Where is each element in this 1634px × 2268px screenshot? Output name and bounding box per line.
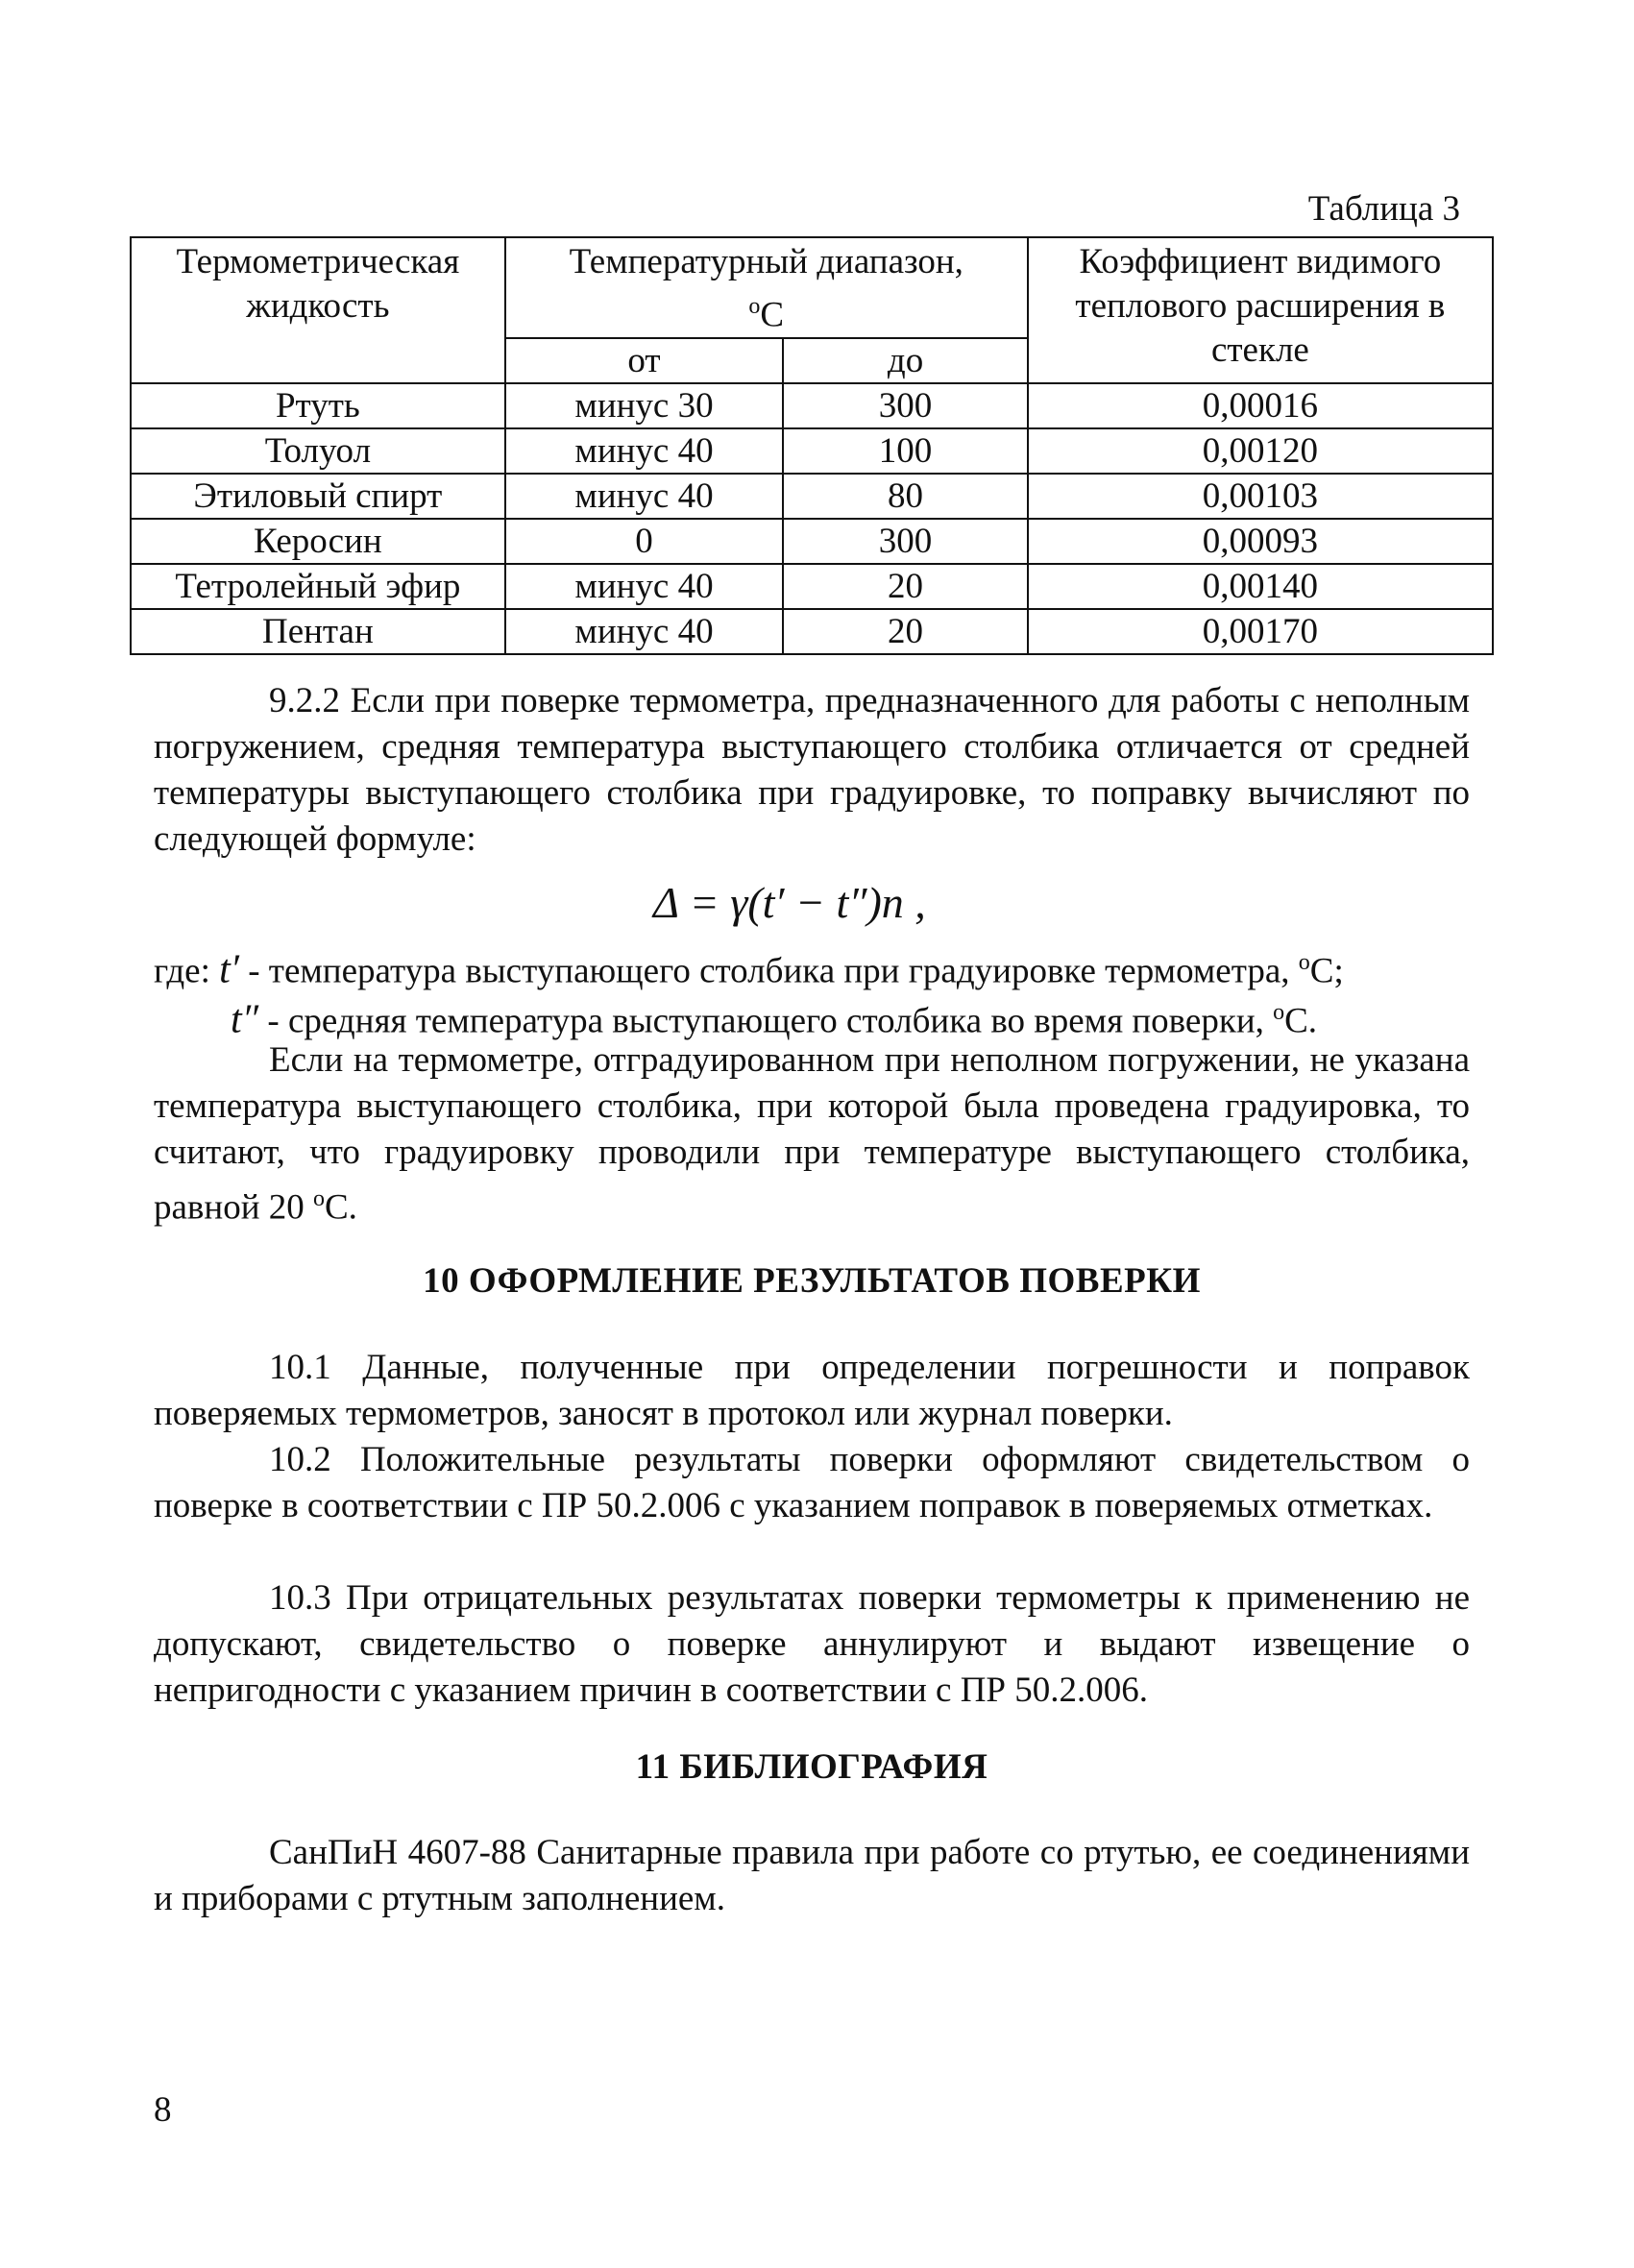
cell-to: 20 <box>783 609 1028 654</box>
cell-liquid: Керосин <box>131 519 505 564</box>
table-row <box>131 519 1493 564</box>
cell-coef: 0,00140 <box>1028 564 1493 609</box>
cell-from: 0 <box>505 519 784 564</box>
cell-coef: 0,00103 <box>1028 474 1493 519</box>
paragraph-9-2-2: 9.2.2 Если при поверке термометра, предназначенного для работы с неполным погружением, средняя температура выступающего столбика отличается от средней температуры выступающего столбика при градуировке, то поправку вычисляют по следующей формуле: <box>154 681 1470 859</box>
cell-coef: 0,00170 <box>1028 609 1493 654</box>
note-end: С. <box>325 1187 357 1228</box>
correction-formula: Δ = γ(t′ − t″)n , <box>653 878 926 927</box>
cell-from: минус 40 <box>505 564 784 609</box>
heading-section-11: 11 БИБЛИОГРАФИЯ <box>635 1747 988 1787</box>
cell-to: 300 <box>783 383 1028 428</box>
table-row <box>131 564 1493 609</box>
degree-sign: о <box>1298 950 1310 975</box>
header-coefficient: Коэффициент видимого теплового расширения в стекле <box>1028 237 1493 383</box>
where-line-1 <box>154 939 1344 994</box>
cell-liquid: Ртуть <box>131 383 505 428</box>
cell-from: минус 40 <box>505 428 784 474</box>
heading-section-10: 10 ОФОРМЛЕНИЕ РЕЗУЛЬТАТОВ ПОВЕРКИ <box>423 1261 1201 1301</box>
cell-to: 300 <box>783 519 1028 564</box>
variable-t-double-prime: t″ <box>231 997 259 1042</box>
degree-sign: о <box>748 294 761 319</box>
header-temp-range <box>505 237 1028 338</box>
paragraph-10-2: 10.2 Положительные результаты поверки оформляют свидетельством о поверке в соответствии с ПР 50.2.006 с указанием поправок в поверяемых отметках. <box>154 1440 1470 1525</box>
cell-to: 20 <box>783 564 1028 609</box>
thermometric-liquids-table <box>130 236 1494 655</box>
cell-liquid: Пентан <box>131 609 505 654</box>
cell-from: минус 40 <box>505 474 784 519</box>
cell-liquid: Тетролейный эфир <box>131 564 505 609</box>
where-line-2 <box>231 989 1317 1044</box>
paragraph-10-3: 10.3 При отрицательных результатах поверки термометры к применению не допускают, свидетельство о поверке аннулируют и выдают извещение о непригодности с указанием причин в соответствии с ПР 50.2.006. <box>154 1578 1470 1710</box>
header-temp-range-unit: С <box>760 295 785 335</box>
paragraph-10-1: 10.1 Данные, полученные при определении погрешности и поправок поверяемых термометров, заносят в протокол или журнал поверки. <box>154 1348 1470 1433</box>
degree-sign: о <box>1273 1000 1285 1025</box>
header-from: от <box>505 338 784 383</box>
variable-t-double-prime-desc: - средняя температура выступающего столбика во время поверки, <box>258 1001 1274 1041</box>
unit: С. <box>1284 1001 1318 1041</box>
unit: С; <box>1309 951 1344 991</box>
paragraph-note <box>154 1037 1470 1231</box>
header-temp-range-label: Температурный диапазон, <box>569 242 963 281</box>
table-row <box>131 428 1493 474</box>
table-row <box>131 609 1493 654</box>
cell-coef: 0,00093 <box>1028 519 1493 564</box>
degree-sign: о <box>313 1186 325 1211</box>
variable-t-prime: t′ <box>219 947 239 992</box>
bibliography-entry: СанПиН 4607-88 Санитарные правила при работе со ртутью, ее соединениями и приборами с ртутным заполнением. <box>154 1833 1470 1918</box>
variable-t-prime-desc: - температура выступающего столбика при градуировке термометра, <box>238 951 1299 991</box>
table-row <box>131 383 1493 428</box>
cell-to: 80 <box>783 474 1028 519</box>
cell-from: минус 30 <box>505 383 784 428</box>
cell-liquid: Этиловый спирт <box>131 474 505 519</box>
where-prefix: где: <box>154 951 210 991</box>
table-row <box>131 474 1493 519</box>
table-header-row <box>131 237 1493 338</box>
note-text: Если на термометре, отградуированном при неполном погружении, не указана температура выступающего столбика, при которой была проведена градуировка, то считают, что градуировку проводили при температуре выступающего столбика, равной 20 <box>154 1040 1470 1228</box>
page-number: 8 <box>154 2090 172 2130</box>
cell-liquid: Толуол <box>131 428 505 474</box>
cell-to: 100 <box>783 428 1028 474</box>
cell-coef: 0,00120 <box>1028 428 1493 474</box>
header-liquid: Термометрическая жидкость <box>131 237 505 383</box>
header-to: до <box>783 338 1028 383</box>
cell-from: минус 40 <box>505 609 784 654</box>
cell-coef: 0,00016 <box>1028 383 1493 428</box>
table-caption: Таблица 3 <box>1307 189 1460 229</box>
